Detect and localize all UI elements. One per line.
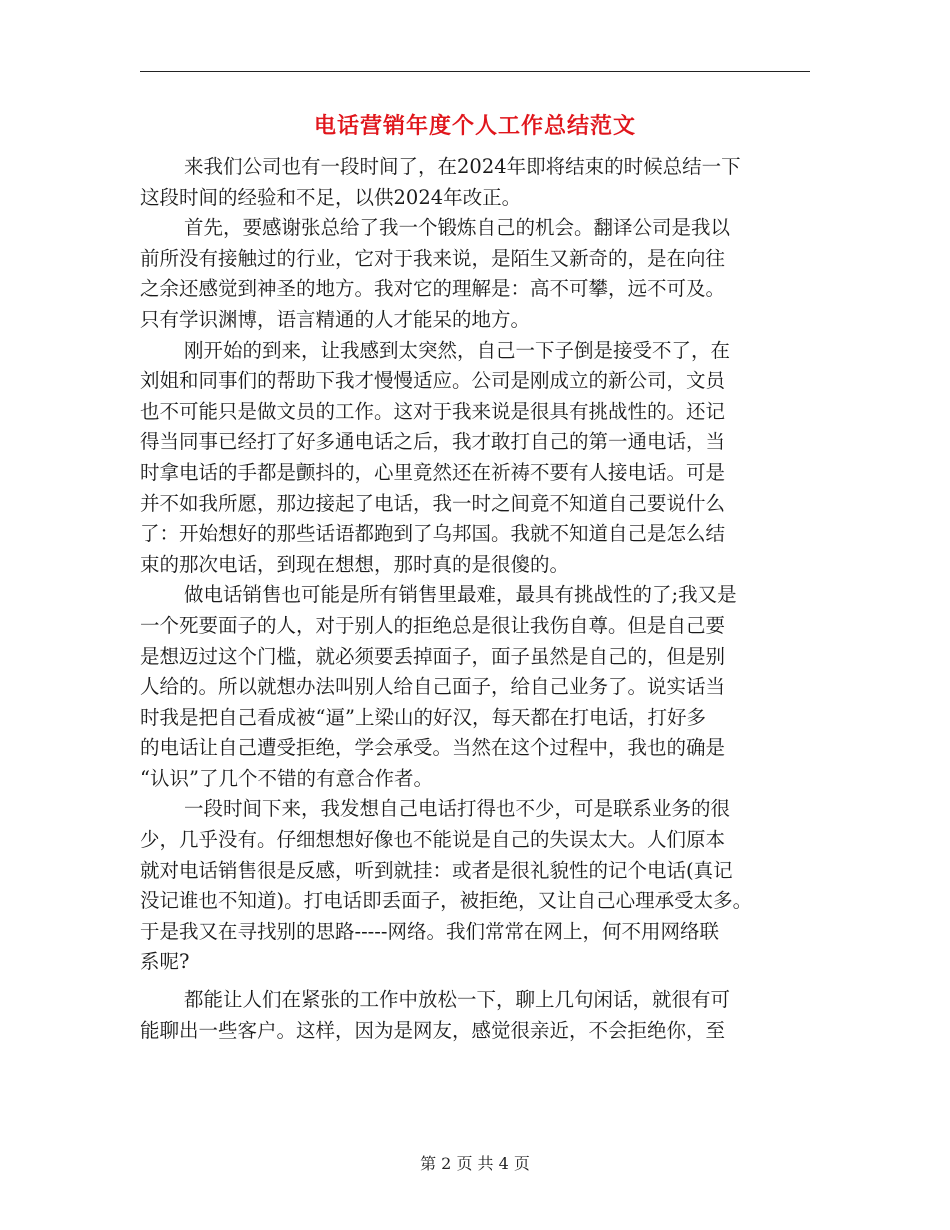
text-line: 这段时间的经验和不足，以供2024年改正。 [140, 185, 522, 209]
text-line: 就对电话销售很是反感，听到就挂：或者是很礼貌性的记个电话(真记 [140, 858, 733, 882]
text-line: “认识”了几个不错的有意合作者。 [140, 766, 433, 790]
text-line: 做电话销售也可能是所有销售里最难，最具有挑战性的了;我又是 [184, 583, 737, 607]
text-line: 了：开始想好的那些话语都跑到了乌邦国。我就不知道自己是怎么结 [140, 522, 726, 546]
text-line: 人给的。所以就想办法叫别人给自己面子，给自己业务了。说实话当 [140, 675, 726, 699]
text-line: 时拿电话的手都是颤抖的，心里竟然还在祈祷不要有人接电话。可是 [140, 460, 726, 484]
paragraph-gap [140, 978, 810, 985]
text-line: 前所没有接触过的行业，它对于我来说，是陌生又新奇的，是在向往 [140, 246, 726, 270]
header-rule [140, 71, 810, 72]
text-line: 刚开始的到来，让我感到太突然，自己一下子倒是接受不了，在 [184, 338, 731, 362]
text-line: 一个死要面子的人，对于别人的拒绝总是很让我伤自尊。但是自己要 [140, 613, 726, 637]
text-line: 系呢? [140, 950, 190, 974]
page-number: 第 2 页 共 4 页 [420, 1154, 530, 1173]
text-line: 没记谁也不知道)。打电话即丢面子，被拒绝，又让自己心理承受太多。 [140, 889, 753, 913]
text-line: 能聊出一些客户。这样，因为是网友，感觉很亲近，不会拒绝你，至 [140, 1018, 726, 1042]
text-line: 束的那次电话，到现在想想，那时真的是很傻的。 [140, 552, 570, 576]
document-body [140, 152, 810, 1046]
text-line: 只有学识渊博，语言精通的人才能呆的地方。 [140, 307, 531, 331]
text-line: 一段时间下来，我发想自己电话打得也不少，可是联系业务的很 [184, 797, 731, 821]
text-line: 也不可能只是做文员的工作。这对于我来说是很具有挑战性的。还记 [140, 399, 726, 423]
text-line: 的电话让自己遭受拒绝，学会承受。当然在这个过程中，我也的确是 [140, 736, 726, 760]
text-line: 并不如我所愿，那边接起了电话，我一时之间竟不知道自己要说什么 [140, 491, 726, 515]
document-title: 电话营销年度个人工作总结范文 [313, 113, 636, 139]
text-line: 来我们公司也有一段时间了，在2024年即将结束的时候总结一下 [184, 155, 741, 178]
text-line: 首先，要感谢张总给了我一个锻炼自己的机会。翻译公司是我以 [184, 216, 731, 240]
text-line: 于是我又在寻找别的思路-----网络。我们常常在网上，何不用网络联 [140, 919, 719, 943]
text-line: 少，几乎没有。仔细想想好像也不能说是自己的失误太大。人们原本 [140, 828, 726, 852]
text-line: 时我是把自己看成被“逼”上梁山的好汉，每天都在打电话，打好多 [140, 705, 706, 729]
text-line: 之余还感觉到神圣的地方。我对它的理解是：高不可攀，远不可及。 [140, 277, 726, 301]
text-line: 是想迈过这个门槛，就必须要丢掉面子，面子虽然是自己的，但是别 [140, 644, 726, 668]
text-line: 得当同事已经打了好多通电话之后，我才敢打自己的第一通电话，当 [140, 430, 726, 454]
text-line: 刘姐和同事们的帮助下我才慢慢适应。公司是刚成立的新公司，文员 [140, 369, 726, 393]
text-line: 都能让人们在紧张的工作中放松一下，聊上几句闲话，就很有可 [184, 988, 731, 1012]
